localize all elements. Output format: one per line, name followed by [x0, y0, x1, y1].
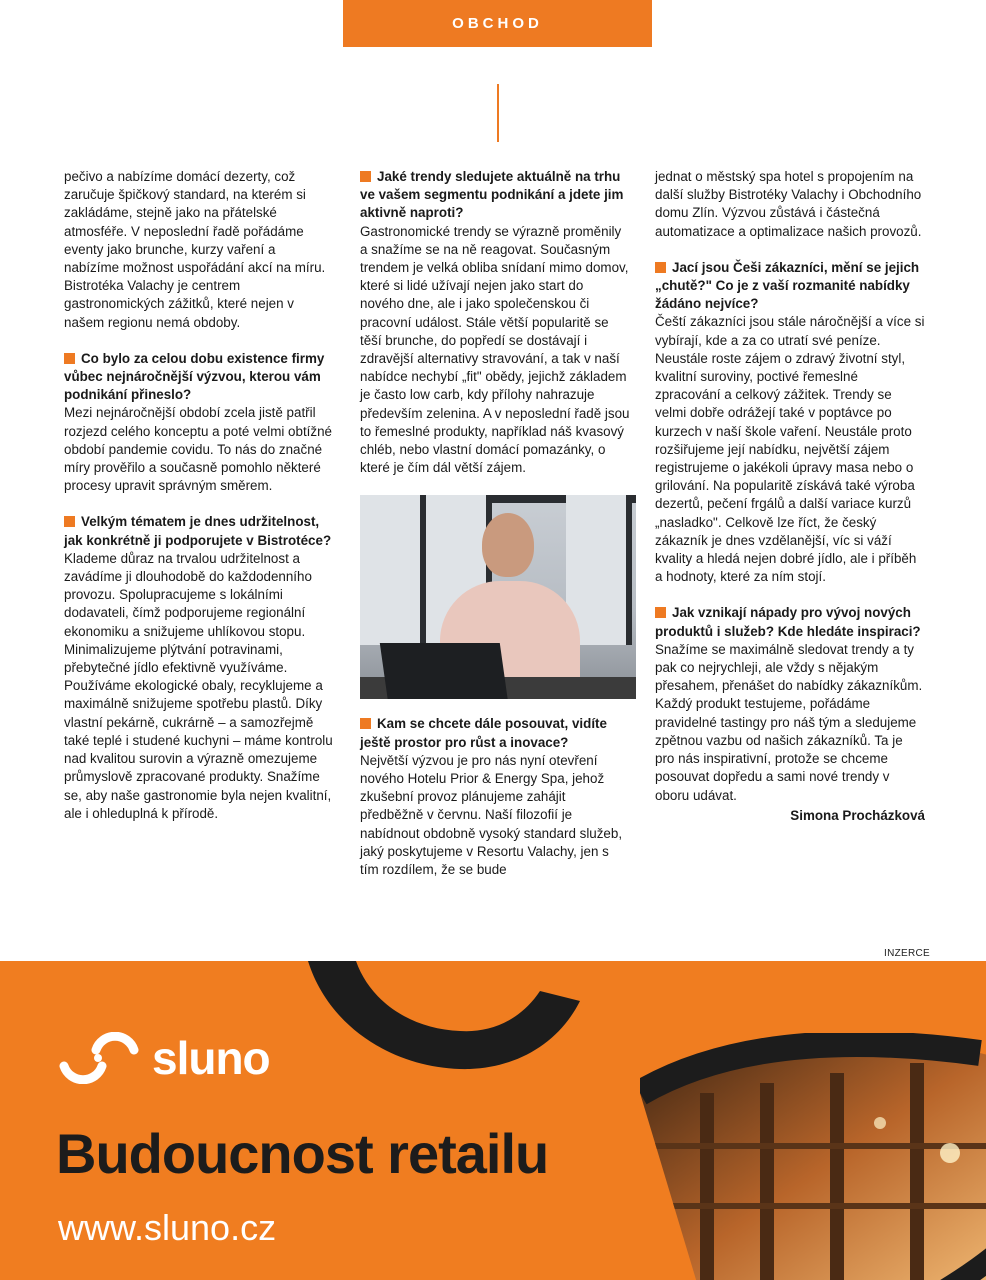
- answer-text: Klademe důraz na trvalou udržitelnost a zavádíme ji dlouhodobě do každodenního provozu. Spolupracujeme s lokálními dodavateli, čímž podporujeme regionální ekonomiku a snižujeme uhlíkovou stopu. Minimalizujeme plýtvání potravinami, přebytečné jídlo efektivně využíváme. Používáme ekologické obaly, recyklujeme a maximálně snižujeme spotřebu plastů. Díky vlastní pekárně, cukrárně – a samozřejmě také teplé i studené kuchyni – máme kontrolu nad kvalitou surovin a výrazně omezujeme průmyslově zpracované produkty. Snažíme se, aby naše gastronomie byla nejen kvalitní, ale i ohleduplná k přírodě.: [64, 550, 333, 821]
- portrait-photo: [360, 495, 636, 699]
- article-column-2: [360, 168, 630, 897]
- bullet-square-icon: [360, 718, 371, 729]
- question: [360, 715, 630, 751]
- sluno-logo-icon: [58, 1032, 140, 1084]
- question: [64, 350, 334, 405]
- paragraph: jednat o městský spa hotel s propojením na další služby Bistrotéky Valachy i Obchodního domu Zlín. Výzvou zůstává i částečná automatizace a optimalizace našich provozů.: [655, 169, 922, 239]
- question: [64, 513, 334, 549]
- section-tab: [343, 0, 652, 47]
- bullet-square-icon: [360, 171, 371, 182]
- question: [360, 168, 630, 223]
- paragraph: pečivo a nabízíme domácí dezerty, což zaručuje špičkový standard, na kterém si zakládáme, stejně jako na přátelské atmosféře. V neposlední řadě pořádáme eventy jako brunche, kurzy vaření a nabízíme možnost uspořádání akcí na míru. Bistrotéka Valachy je centrem gastronomických zážitků, které nejen v našem regionu nemá obdoby.: [64, 169, 326, 330]
- question-text: Jaké trendy sledujete aktuálně na trhu ve vašem segmentu podnikání a jdete jim aktivně naproti?: [360, 169, 624, 221]
- qa-block: [655, 259, 925, 587]
- ad-headline: Budoucnost retailu: [56, 1122, 549, 1185]
- advert-label: INZERCE: [884, 948, 930, 959]
- article-column-1: [64, 168, 334, 841]
- question: [655, 604, 925, 640]
- advertisement-banner: [0, 961, 986, 1280]
- brand-name: sluno: [152, 1032, 270, 1084]
- question-text: Velkým tématem je dnes udržitelnost, jak konkrétně ji podporujete v Bistrotéce?: [64, 514, 332, 548]
- question-text: Jak vznikají nápady pro vývoj nových produktů i služeb? Kde hledáte inspiraci?: [655, 605, 921, 639]
- bullet-square-icon: [64, 516, 75, 527]
- answer-text: Snažíme se maximálně sledovat trendy a ty pak co nejrychleji, ale vždy s nějakým přesahem, přenášet do nabídky zákazníkům. Každý produkt testujeme, pořádáme pravidelné tastingy pro náš tým a sledujeme zpětnou vazbu od našich zákazníků. Ta je pro nás inspirativní, protože se chceme posouvat dopředu a sami nové trendy v oboru udávat.: [655, 641, 923, 803]
- qa-block: [64, 350, 334, 496]
- laptop-icon: [380, 643, 508, 699]
- answer-text: Čeští zákazníci jsou stále náročnější a více si vybírají, kde a za co utratí své peníze. Neustále roste zájem o zdravý životní styl, kvalitní suroviny, poctivé řemeslné zpracování a celkový zážitek. Trendy se velmi dobře odrážejí také v poptávce po kurzech v naší škole vaření. Neustále proto rozšiřujeme její nabídku, největší zájem registrujeme o jakékoli úpravy masa nebo o grilování. Na popularitě získává také výroba dezertů, pečení frgálů a další variace kurzů „nasladko". Celkově lze říct, že český zákazník je dnes vzdělanější, víc si váží kvality a hledá nejen dobré jídlo, ale i příběh a hodnoty, které za ním stojí.: [655, 314, 925, 585]
- article-column-3: [655, 168, 925, 825]
- bullet-square-icon: [655, 607, 666, 618]
- section-label: OBCHOD: [452, 15, 543, 32]
- divider-line: [497, 84, 499, 142]
- answer-text: Největší výzvou je pro nás nyní otevření nového Hotelu Prior & Energy Spa, jehož zkušební provoz plánujeme zahájit předběžně v červnu. Naší filozofií je nabídnout obdobně vysoký standard služeb, jaký poskytujeme v Resortu Valachy, jen s tím rozdílem, že se bude: [360, 752, 623, 878]
- warehouse-image: [640, 1033, 986, 1280]
- answer-text: Mezi nejnáročnější období zcela jistě patřil rozjezd celého konceptu a poté velmi obtížné období pandemie covidu. To nás do značné míry prověřilo a současně pomohlo některé procesy upravit správným směrem.: [64, 405, 332, 494]
- answer-text: Gastronomické trendy se výrazně proměnily a snažíme se na ně reagovat. Současným trendem je velká obliba snídaní mimo domov, které si lidé užívají nejen jako start do nového dne, ale i jako společenskou či pracovní událost. Stále větší popularitě se těší brunche, do popředí se dostávají i zdravější alternativy stravování, a tak v naší nabídce nechybí „fit" obědy, jejichž základem je často low carb, kdy přílohy nahrazuje především zelenina. A v neposlední řadě jsou to řemeslné produkty, například náš kvasový chléb, nebo vlastní domácí pomazánky, o které je čím dál větší zájem.: [360, 223, 630, 476]
- bullet-square-icon: [655, 262, 666, 273]
- question: [655, 259, 925, 314]
- question-text: Co bylo za celou dobu existence firmy vůbec nejnáročnější výzvou, kterou vám podnikání přineslo?: [64, 350, 325, 403]
- sluno-logo: [58, 1031, 270, 1085]
- qa-block: [64, 513, 334, 822]
- question-text: Jací jsou Češi zákazníci, mění se jejich „chutě?" Co je z vaší rozmanité nabídky žádáno nejvíce?: [655, 259, 920, 312]
- bullet-square-icon: [64, 353, 75, 364]
- qa-block: [360, 715, 630, 879]
- qa-block: [360, 168, 630, 477]
- author-name: Simona Procházková: [790, 807, 925, 823]
- question-text: Kam se chcete dále posouvat, vidíte ještě prostor pro růst a inovace?: [360, 716, 607, 750]
- qa-block: [655, 604, 925, 804]
- ad-url-link[interactable]: www.sluno.cz: [58, 1207, 277, 1248]
